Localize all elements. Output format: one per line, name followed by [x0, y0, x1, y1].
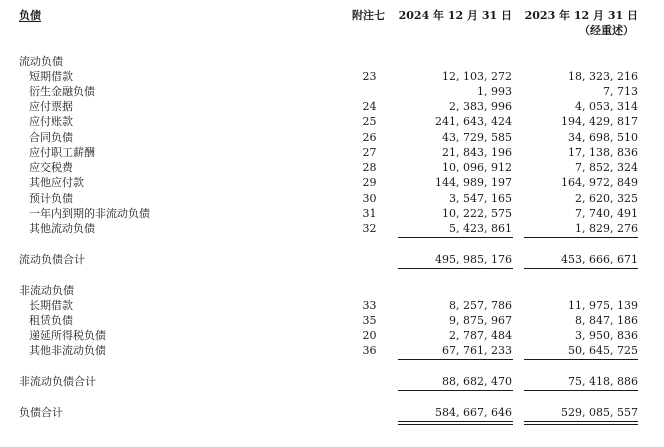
row-value-2023: 164, 972, 849 — [561, 176, 638, 189]
row-note: 33 — [362, 299, 377, 312]
row-label: 一年内到期的非流动负债 — [29, 207, 150, 220]
table-row — [0, 54, 664, 69]
row-note: 31 — [362, 207, 377, 220]
row-value-2024: 8, 257, 786 — [449, 299, 512, 312]
table-row — [0, 283, 664, 298]
row-value-2024: 10, 222, 575 — [442, 207, 512, 220]
table-row — [0, 206, 664, 221]
table-row-subtotal — [0, 252, 664, 267]
row-value-2023: 7, 740, 491 — [575, 207, 638, 220]
row-label: 短期借款 — [29, 70, 73, 83]
row-label: 长期借款 — [29, 299, 73, 312]
row-note: 36 — [362, 344, 377, 357]
row-value-2023: 529, 085, 557 — [561, 406, 638, 419]
row-label: 应交税费 — [29, 161, 73, 174]
row-value-2023: 1, 829, 276 — [575, 222, 638, 235]
row-value-2024: 2, 787, 484 — [449, 329, 512, 342]
row-label: 应付账款 — [29, 115, 73, 128]
row-value-2024: 495, 985, 176 — [435, 253, 512, 266]
row-value-2023: 3, 950, 836 — [575, 329, 638, 342]
row-value-2023: 453, 666, 671 — [561, 253, 638, 266]
row-label: 租赁负债 — [29, 314, 73, 327]
row-note: 35 — [362, 314, 377, 327]
row-value-2023: 194, 429, 817 — [561, 115, 638, 128]
subtotal-rule — [524, 359, 638, 360]
table-row — [0, 175, 664, 190]
row-value-2023: 50, 645, 725 — [568, 344, 638, 357]
table-row — [0, 84, 664, 99]
table-row — [0, 343, 664, 358]
header-title: 负债 — [19, 9, 41, 22]
table-row — [0, 99, 664, 114]
table-row — [0, 114, 664, 129]
table-row — [0, 221, 664, 236]
row-value-2024: 2, 383, 996 — [449, 100, 512, 113]
row-value-2023: 75, 418, 886 — [568, 375, 638, 388]
row-value-2023: 7, 852, 324 — [575, 161, 638, 174]
row-value-2024: 3, 547, 165 — [449, 192, 512, 205]
table-row — [0, 145, 664, 160]
row-value-2023: 4, 053, 314 — [575, 100, 638, 113]
row-value-2023: 8, 847, 186 — [575, 314, 638, 327]
row-value-2024: 67, 761, 233 — [442, 344, 512, 357]
row-label: 流动负债合计 — [19, 253, 85, 266]
row-label: 非流动负债合计 — [19, 375, 96, 388]
total-double-rule — [398, 421, 513, 422]
row-value-2024: 1, 993 — [477, 85, 512, 98]
row-note: 30 — [362, 192, 377, 205]
row-value-2023: 7, 713 — [603, 85, 638, 98]
subtotal-rule — [398, 237, 513, 238]
row-value-2024: 12, 103, 272 — [442, 70, 512, 83]
row-label: 其他非流动负债 — [29, 344, 106, 357]
row-value-2023: 34, 698, 510 — [568, 131, 638, 144]
table-row — [0, 298, 664, 313]
subtotal-rule — [524, 268, 638, 269]
header-2023-restated: （经重述） — [579, 24, 634, 37]
row-note: 25 — [362, 115, 377, 128]
row-value-2024: 88, 682, 470 — [442, 375, 512, 388]
row-value-2024: 21, 843, 196 — [442, 146, 512, 159]
header-2024: 2024 年 12 月 31 日 — [398, 9, 512, 22]
table-row — [0, 160, 664, 175]
table-row-total — [0, 405, 664, 420]
table-row-subtotal — [0, 374, 664, 389]
row-value-2023: 17, 138, 836 — [568, 146, 638, 159]
row-note: 28 — [362, 161, 377, 174]
header-2023: 2023 年 12 月 31 日 — [524, 9, 638, 22]
header-note: 附注七 — [352, 9, 385, 22]
row-note: 23 — [362, 70, 377, 83]
row-label: 流动负债 — [19, 55, 63, 68]
row-value-2024: 584, 667, 646 — [435, 406, 512, 419]
row-label: 其他应付款 — [29, 176, 84, 189]
row-label: 非流动负债 — [19, 284, 74, 297]
row-label: 合同负债 — [29, 131, 73, 144]
subtotal-rule — [398, 268, 513, 269]
row-label: 负债合计 — [19, 406, 63, 419]
row-label: 递延所得税负债 — [29, 329, 106, 342]
row-note: 32 — [362, 222, 377, 235]
row-value-2023: 2, 620, 325 — [575, 192, 638, 205]
table-row — [0, 69, 664, 84]
row-label: 其他流动负债 — [29, 222, 95, 235]
subtotal-rule — [398, 359, 513, 360]
row-note: 29 — [362, 176, 377, 189]
row-value-2024: 5, 423, 861 — [449, 222, 512, 235]
row-value-2023: 18, 323, 216 — [568, 70, 638, 83]
subtotal-rule — [398, 390, 513, 391]
row-label: 衍生金融负债 — [29, 85, 95, 98]
row-label: 预计负债 — [29, 192, 73, 205]
row-value-2024: 9, 875, 967 — [449, 314, 512, 327]
row-value-2024: 43, 729, 585 — [442, 131, 512, 144]
row-note: 24 — [362, 100, 377, 113]
total-double-rule — [524, 421, 638, 422]
row-value-2023: 11, 975, 139 — [568, 299, 638, 312]
row-label: 应付票据 — [29, 100, 73, 113]
row-note: 20 — [362, 329, 377, 342]
row-value-2024: 10, 096, 912 — [442, 161, 512, 174]
subtotal-rule — [524, 390, 638, 391]
row-note: 26 — [362, 131, 377, 144]
row-label: 应付职工薪酬 — [29, 146, 95, 159]
subtotal-rule — [524, 237, 638, 238]
total-double-rule — [398, 424, 513, 425]
row-note: 27 — [362, 146, 377, 159]
table-row — [0, 313, 664, 328]
table-row — [0, 328, 664, 343]
row-value-2024: 241, 643, 424 — [435, 115, 512, 128]
table-row — [0, 191, 664, 206]
total-double-rule — [524, 424, 638, 425]
row-value-2024: 144, 989, 197 — [435, 176, 512, 189]
table-row — [0, 130, 664, 145]
